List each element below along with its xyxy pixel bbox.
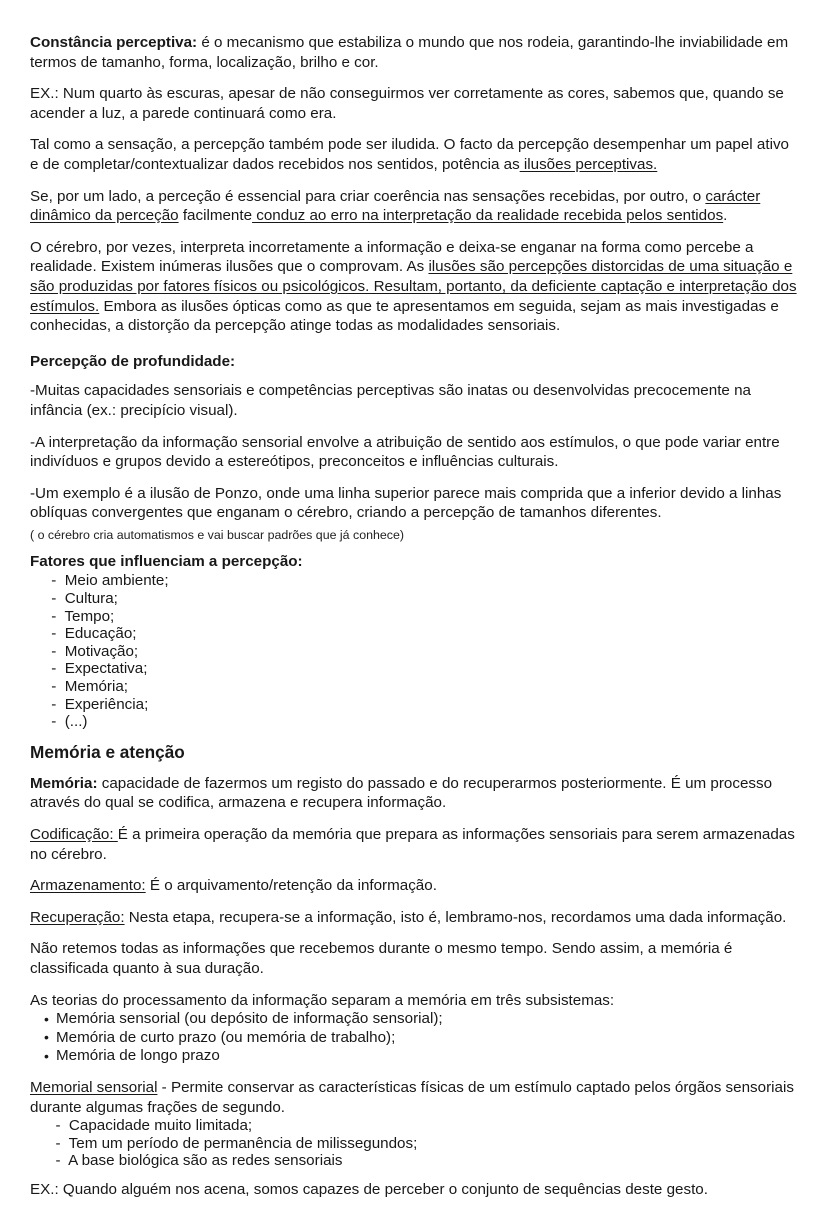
list-item: • Memória sensorial (ou depósito de informação sensorial); (44, 1010, 798, 1029)
coerencia-text-mid: facilmente (178, 207, 253, 225)
cerebro-text-end: Embora as ilusões ópticas como as que te apresentamos em seguida, sejam as mais investigadas e conhecidas, a distorção da percepção atinge todas as modalidades sensoriais. (30, 297, 779, 335)
paragraph-carater-dinamico (30, 187, 798, 226)
cerebro-text-lead: O cérebro, por vezes, interpreta incorretamente a informação e deixa-se enganar na forma como percebe a realidade. Existem inúmeras ilusões que o comprovam. As (30, 238, 754, 276)
paragraph-memoria-definicao (30, 774, 798, 813)
paragraph-subsistemas-intro: As teorias do processamento da informação separam a memória em três subsistemas: (30, 991, 615, 1009)
coerencia-text-end: . (723, 207, 728, 225)
paragraph-interpretacao-sensorial: -A interpretação da informação sensorial envolve a atribuição de sentido aos estímulos, o que pode variar entre indivíduos e grupos devido a estereótipos, preconceitos e influências culturais. (30, 433, 780, 471)
ilusoes-definicao-underlined: ilusões são percepções distorcidas de uma situação e são produzidas por fatores físicos ou psicológicos. Resultam, portanto, da deficiente captação e interpretação dos estímulos. (30, 258, 797, 315)
list-item: - Tempo; (47, 607, 115, 625)
list-item: - Tem um período de permanência de milissegundos; (47, 1134, 418, 1152)
term-memorial-sensorial-underlined: Memorial sensorial (30, 1078, 158, 1096)
list-item: • Memória de longo prazo (44, 1047, 798, 1066)
armazenamento-body: É o arquivamento/retenção da informação. (145, 877, 437, 895)
paragraph-constancia-perceptiva (30, 33, 798, 72)
term-armazenamento-underlined: Armazenamento: (30, 877, 146, 895)
paragraph-exemplo-aceno: EX.: Quando alguém nos acena, somos capazes de perceber o conjunto de sequências deste gesto. (30, 1180, 708, 1198)
coerencia-text-lead: Se, por um lado, a perceção é essencial para criar coerência nas sensações recebidas, por outro, o (30, 187, 706, 205)
memoria-definicao-body: capacidade de fazermos um registo do passado e do recuperarmos posteriormente. É um processo através do qual se codifica, armazena e recupera informação. (30, 774, 773, 812)
paragraph-memorial-sensorial (30, 1078, 798, 1117)
paragraph-codificacao (30, 825, 798, 864)
list-fatores-percepcao (30, 572, 798, 730)
list-item: - Cultura; (47, 590, 118, 608)
term-constancia-perceptiva: Constância perceptiva: (30, 34, 198, 51)
list-memorial-sensorial-caracteristicas (30, 1117, 798, 1170)
paragraph-capacidades-inatas: -Muitas capacidades sensoriais e competências perceptivas são inatas ou desenvolvidas precocemente na infância (ex.: precipício visual). (30, 382, 751, 419)
paragraph-recuperacao (30, 908, 798, 928)
list-item: - Meio ambiente; (47, 572, 169, 590)
list-item: - Capacidade muito limitada; (47, 1117, 253, 1135)
constancia-perceptiva-body: é o mecanismo que estabiliza o mundo que nos rodeia, garantindo-lhe inviabilidade em termos de tamanho, forma, localização, brilho e cor. (30, 34, 789, 71)
conduz-ao-erro-underlined: conduz ao erro na interpretação da realidade recebida pelos sentidos (252, 207, 724, 225)
codificacao-body: É a primeira operação da memória que prepara as informações sensoriais para serem armazenadas no cérebro. (30, 826, 795, 863)
term-codificacao-underlined: Codificação: (30, 826, 118, 843)
list-item: - Memória; (47, 678, 129, 696)
heading-memoria-atencao: Memória e atenção (30, 741, 185, 762)
list-subsistemas-memoria (30, 1010, 798, 1066)
list-item: - Educação; (47, 625, 137, 643)
list-item: - Expectativa; (47, 660, 148, 678)
term-memoria: Memória: (30, 774, 98, 792)
list-item: - (...) (47, 713, 88, 731)
paragraph-ilusao-ponzo: -Um exemplo é a ilusão de Ponzo, onde uma linha superior parece mais comprida que a inferior devido a linhas oblíquas convergentes que enganam o cérebro, criando a percepção de tamanhos diferentes. (30, 484, 782, 522)
paragraph-cerebro-ilusoes (30, 238, 798, 336)
ilusoes-intro-text: Tal como a sensação, a percepção também pode ser iludida. O facto da percepção desempenhar um papel ativo e de completar/contextualizar dados recebidos nos sentidos, potência as (30, 136, 789, 173)
ilusoes-perceptivas-underlined: ilusões perceptivas. (519, 155, 658, 173)
carater-dinamico-underlined: carácter dinâmico da perceção (30, 187, 761, 225)
list-item: • Memória de curto prazo (ou memória de trabalho); (44, 1029, 798, 1048)
list-item: - Experiência; (47, 695, 149, 713)
heading-fatores-percepcao: Fatores que influenciam a percepção: (30, 552, 303, 570)
paragraph-ilusoes-perceptivas (30, 135, 798, 174)
list-item: - Motivação; (47, 642, 139, 660)
paragraph-exemplo-quarto-escuras: EX.: Num quarto às escuras, apesar de não conseguirmos ver corretamente as cores, sabemos que, quando se acender a luz, a parede continuará como era. (30, 85, 784, 122)
heading-percepcao-profundidade: Percepção de profundidade: (30, 352, 236, 370)
paragraph-armazenamento (30, 876, 798, 896)
term-recuperacao-underlined: Recuperação: (30, 908, 125, 926)
list-item: - A base biológica são as redes sensoriais (47, 1152, 343, 1170)
recuperacao-body: Nesta etapa, recupera-se a informação, isto é, lembramo-nos, recordamos uma dada informação. (124, 908, 787, 926)
note-automatismos-cerebro: ( o cérebro cria automatismos e vai buscar padrões que já conhece) (30, 527, 404, 542)
paragraph-classificacao-duracao: Não retemos todas as informações que recebemos durante o mesmo tempo. Sendo assim, a memória é classificada quanto à sua duração. (30, 940, 733, 977)
memorial-sensorial-body: - Permite conservar as características físicas de um estímulo captado pelos órgãos sensoriais durante algumas frações de segundo. (30, 1078, 794, 1116)
